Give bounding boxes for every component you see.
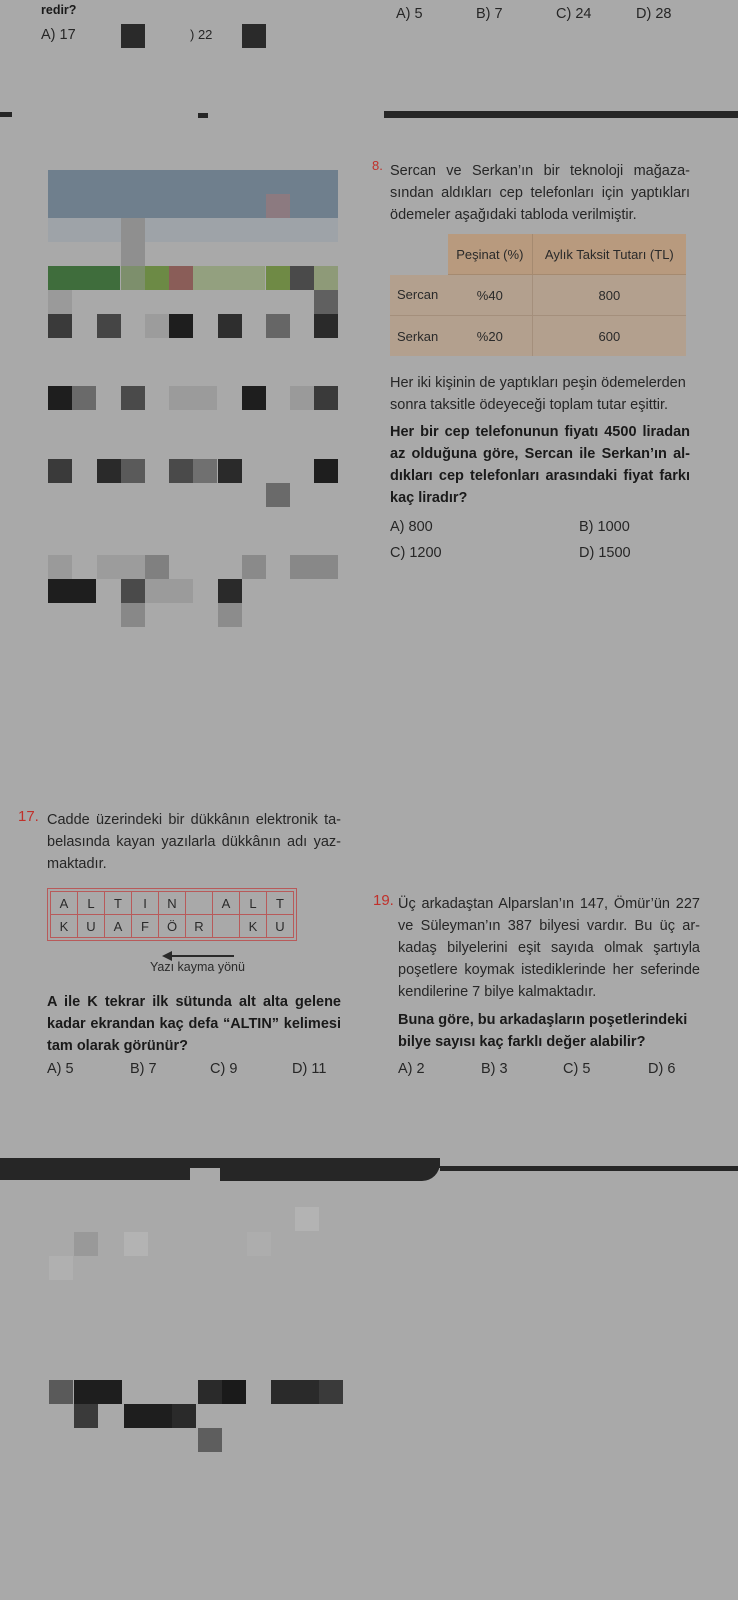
question-intro: Cadde üzerindeki bir dükkânın elektronik ta-belasında kayan yazılarla dükkânın adı yaz-maktadır. bbox=[47, 812, 341, 872]
choice-b[interactable]: B) 1000 bbox=[579, 519, 630, 535]
divider-bar bbox=[220, 1163, 440, 1181]
question-text: Her bir cep telefonunun fiyatı 4500 liradan az olduğuna göre, Sercan ile Serkan’ın al-dıkları cep telefonları arasındaki fiyat farkı kaç liradır? bbox=[390, 424, 690, 506]
choice-b[interactable]: B) 7 bbox=[130, 1061, 157, 1077]
sign-cell: L bbox=[240, 892, 267, 915]
sign-cell: A bbox=[51, 892, 78, 915]
question-number: 19. bbox=[373, 892, 394, 909]
divider-bar bbox=[440, 1166, 738, 1171]
sign-cell: L bbox=[78, 892, 105, 915]
pixelated-block bbox=[242, 24, 266, 48]
divider-bar bbox=[384, 111, 738, 118]
direction-label: Yazı kayma yönü bbox=[150, 960, 245, 974]
arrow-left-icon bbox=[172, 955, 234, 957]
choice-a[interactable]: A) 2 bbox=[398, 1061, 425, 1077]
electronic-sign bbox=[47, 888, 297, 941]
row-down-payment: %20 bbox=[448, 316, 532, 357]
sign-cell: U bbox=[267, 915, 294, 938]
sign-cell: K bbox=[51, 915, 78, 938]
row-installment: 600 bbox=[532, 316, 686, 357]
divider-bar bbox=[0, 112, 12, 117]
prev-choice-b: ) 22 bbox=[190, 27, 213, 42]
question-number: 8. bbox=[372, 158, 383, 173]
table-row bbox=[390, 316, 686, 357]
sign-cell: T bbox=[105, 892, 132, 915]
choice-d[interactable]: D) 6 bbox=[648, 1061, 676, 1077]
question-statement: Her iki kişinin de yaptıkları peşin ödemelerden sonra taksitle ödeyeceği toplam tutar eşittir. bbox=[390, 375, 686, 413]
sign-cell: R bbox=[186, 915, 213, 938]
pixelated-block bbox=[121, 24, 145, 48]
table-row bbox=[390, 275, 686, 316]
sign-cell: T bbox=[267, 892, 294, 915]
sign-cell: F bbox=[132, 915, 159, 938]
question-intro: Sercan ve Serkan’ın bir teknoloji mağaza-sından aldıkları cep telefonları için yaptıkları ödemeler aşağıdaki tabloda verilmiştir. bbox=[390, 163, 690, 223]
choice-c[interactable]: C) 5 bbox=[563, 1061, 591, 1077]
question-text: Buna göre, bu arkadaşların poşetlerindeki bilye sayısı kaç farklı değer alabilir? bbox=[398, 1012, 688, 1050]
row-name: Serkan bbox=[390, 316, 448, 357]
payment-table bbox=[390, 234, 686, 356]
question-text: A ile K tekrar ilk sütunda alt alta gelene kadar ekrandan kaç defa “ALTIN” kelimesi tam olarak görünür? bbox=[47, 994, 341, 1054]
row-down-payment: %40 bbox=[448, 275, 532, 316]
row-installment: 800 bbox=[532, 275, 686, 316]
sign-cell: A bbox=[105, 915, 132, 938]
sign-cell: A bbox=[213, 892, 240, 915]
sign-cell bbox=[186, 892, 213, 915]
sign-cell: N bbox=[159, 892, 186, 915]
prev-right-choice-b: B) 7 bbox=[476, 6, 503, 22]
row-name: Sercan bbox=[390, 275, 448, 316]
prev-question-fragment: redir? bbox=[41, 3, 77, 17]
choice-d[interactable]: D) 1500 bbox=[579, 545, 631, 561]
choice-c[interactable]: C) 1200 bbox=[390, 545, 442, 561]
divider-bar bbox=[0, 1158, 190, 1180]
prev-right-choice-a: A) 5 bbox=[396, 6, 423, 22]
sign-cell: Ö bbox=[159, 915, 186, 938]
table-header-down-payment: Peşinat (%) bbox=[448, 234, 532, 275]
prev-right-choice-d: D) 28 bbox=[636, 6, 672, 22]
sign-cell: I bbox=[132, 892, 159, 915]
choice-b[interactable]: B) 3 bbox=[481, 1061, 508, 1077]
question-intro: Üç arkadaştan Alparslan’ın 147, Ömür’ün 227 ve Süleyman’ın 387 bilyesi vardır. Bu üç ar-kadaş bilyelerini eşit sayıda olmak şartıyla poşetlere koymak istediklerinde her seferinde kendilerine 7 bilye kalmaktadır. bbox=[398, 896, 700, 1000]
sign-cell: U bbox=[78, 915, 105, 938]
question-number: 17. bbox=[18, 808, 39, 825]
choice-a[interactable]: A) 800 bbox=[390, 519, 433, 535]
choice-a[interactable]: A) 5 bbox=[47, 1061, 74, 1077]
sign-cell bbox=[213, 915, 240, 938]
divider-bar bbox=[198, 113, 208, 118]
sign-cell: K bbox=[240, 915, 267, 938]
table-header-installment: Aylık Taksit Tutarı (TL) bbox=[532, 234, 686, 275]
choice-c[interactable]: C) 9 bbox=[210, 1061, 238, 1077]
prev-choice-a: A) 17 bbox=[41, 27, 76, 43]
prev-right-choice-c: C) 24 bbox=[556, 6, 592, 22]
choice-d[interactable]: D) 11 bbox=[292, 1061, 327, 1077]
